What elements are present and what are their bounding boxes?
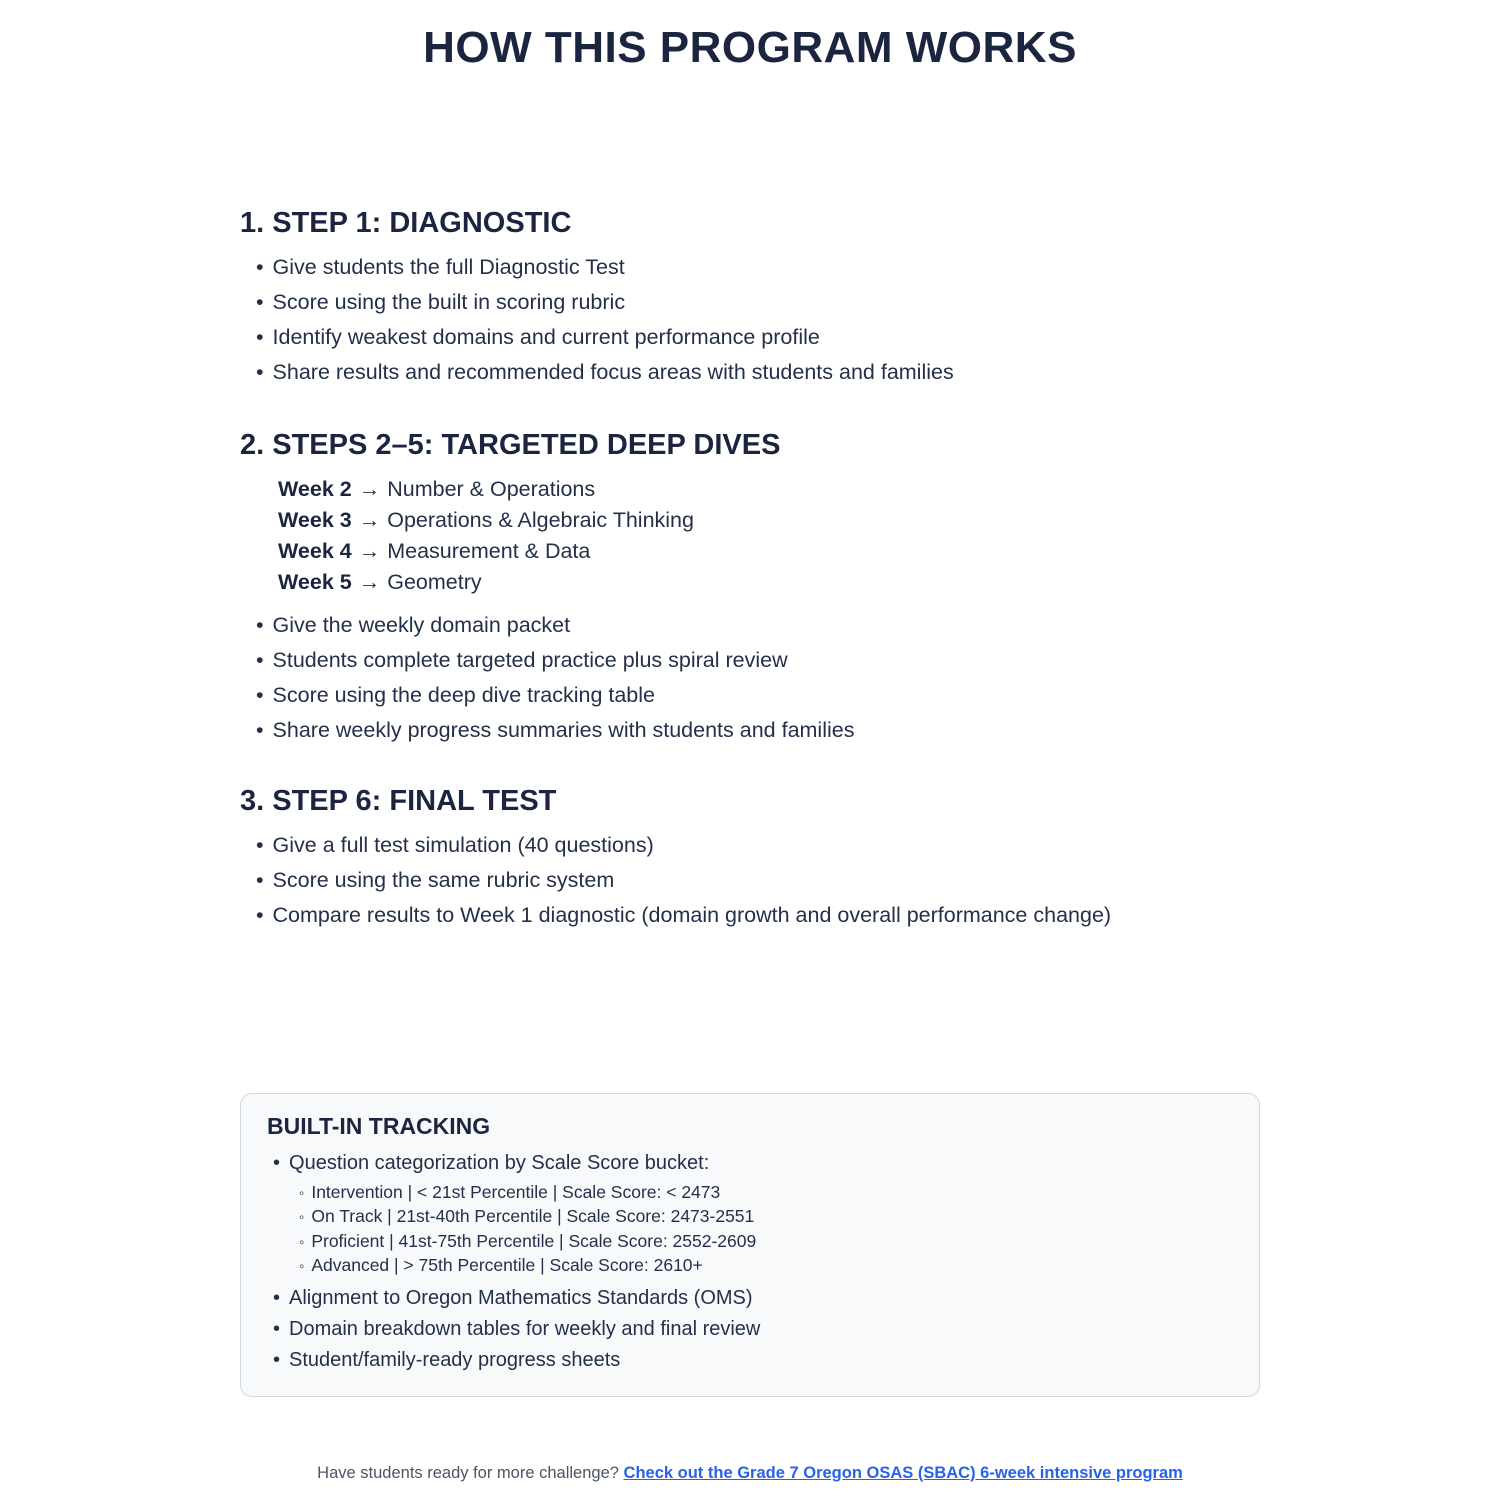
bullet-text: Score using the deep dive tracking table	[272, 682, 655, 707]
bullet-icon: •	[256, 254, 264, 279]
bullet-text: Give students the full Diagnostic Test	[272, 254, 625, 279]
list-item	[256, 828, 1260, 863]
bullet-icon: •	[256, 612, 264, 637]
list-item	[299, 1254, 1233, 1279]
scale-score-bucket-list	[273, 1181, 1233, 1279]
week-topic: Number & Operations	[387, 476, 596, 501]
list-item	[256, 608, 1260, 643]
bullet-text: Share weekly progress summaries with students and families	[272, 717, 855, 742]
list-item	[273, 1314, 1233, 1345]
bullet-icon: •	[256, 682, 264, 707]
page-title: HOW THIS PROGRAM WORKS	[423, 23, 1077, 72]
bullet-text: Domain breakdown tables for weekly and final review	[289, 1317, 761, 1340]
bullet-text: Score using the built in scoring rubric	[272, 289, 626, 314]
section-heading	[240, 784, 1260, 818]
bullet-icon: •	[256, 902, 264, 927]
week-line	[278, 567, 1260, 598]
grade-7-program-link[interactable]: Check out the Grade 7 Oregon OSAS (SBAC) 6-week intensive program	[623, 1463, 1183, 1482]
section-bullet-list	[240, 608, 1260, 748]
list-item	[273, 1345, 1233, 1376]
sub-bullet-icon: ◦	[299, 1209, 305, 1227]
list-item	[256, 678, 1260, 713]
bucket-text: Intervention | < 21st Percentile | Scale Score: < 2473	[311, 1181, 721, 1202]
list-item	[256, 643, 1260, 678]
bullet-text: Give a full test simulation (40 questions)	[272, 832, 654, 857]
list-item	[299, 1205, 1233, 1230]
section-heading	[240, 206, 1260, 240]
sub-bullet-icon: ◦	[299, 1233, 305, 1251]
bullet-text: Give the weekly domain packet	[272, 612, 571, 637]
week-topic: Geometry	[387, 569, 482, 594]
bullet-text: Question categorization by Scale Score bucket:	[289, 1151, 710, 1174]
list-item	[273, 1283, 1233, 1314]
list-item	[273, 1148, 1233, 1279]
list-item	[256, 863, 1260, 898]
bucket-text: Proficient | 41st-75th Percentile | Scale Score: 2552-2609	[311, 1230, 757, 1251]
list-item	[256, 898, 1260, 933]
bullet-icon: •	[256, 647, 264, 672]
bucket-text: Advanced | > 75th Percentile | Scale Score: 2610+	[311, 1255, 703, 1276]
section-step-1-diagnostic	[240, 206, 1260, 390]
arrow-icon: →	[358, 507, 381, 532]
bullet-icon: •	[256, 717, 264, 742]
bullet-text: Share results and recommended focus areas with students and families	[272, 359, 954, 384]
section-number: 2.	[240, 428, 265, 461]
week-topic: Measurement & Data	[387, 538, 591, 563]
week-line	[278, 536, 1260, 567]
section-title: STEPS 2–5: TARGETED DEEP DIVES	[272, 428, 781, 461]
week-label: Week 2	[278, 476, 352, 501]
footer	[0, 1461, 1500, 1485]
section-title: STEP 6: FINAL TEST	[272, 784, 557, 817]
list-item	[256, 285, 1260, 320]
week-label: Week 5	[278, 569, 352, 594]
section-steps-2-5-deep-dives	[240, 428, 1260, 748]
week-topic: Operations & Algebraic Thinking	[387, 507, 694, 532]
arrow-icon: →	[358, 476, 381, 501]
week-label: Week 4	[278, 538, 352, 563]
bullet-icon: •	[256, 289, 264, 314]
bullet-icon: •	[256, 867, 264, 892]
section-number: 1.	[240, 206, 265, 239]
list-item	[256, 250, 1260, 285]
bullet-text: Identify weakest domains and current performance profile	[272, 324, 820, 349]
bullet-icon: •	[273, 1151, 281, 1174]
week-line	[278, 505, 1260, 536]
list-item	[256, 355, 1260, 390]
week-schedule	[278, 474, 1260, 598]
bullet-icon: •	[273, 1317, 281, 1340]
arrow-icon: →	[358, 569, 381, 594]
section-title: STEP 1: DIAGNOSTIC	[272, 206, 572, 239]
section-bullet-list	[240, 828, 1260, 933]
sub-bullet-icon: ◦	[299, 1258, 305, 1276]
list-item	[299, 1181, 1233, 1206]
bullet-icon: •	[256, 359, 264, 384]
section-bullet-list	[240, 250, 1260, 390]
bullet-text: Alignment to Oregon Mathematics Standards (OMS)	[289, 1286, 753, 1309]
bullet-icon: •	[256, 324, 264, 349]
bullet-icon: •	[256, 832, 264, 857]
section-number: 3.	[240, 784, 265, 817]
bullet-text: Score using the same rubric system	[272, 867, 615, 892]
week-line	[278, 474, 1260, 505]
list-item	[256, 713, 1260, 748]
built-in-tracking-panel	[240, 1093, 1260, 1397]
bullet-text: Compare results to Week 1 diagnostic (domain growth and overall performance change)	[272, 902, 1112, 927]
section-step-6-final-test	[240, 784, 1260, 933]
sub-bullet-icon: ◦	[299, 1184, 305, 1202]
bullet-text: Students complete targeted practice plus spiral review	[272, 647, 788, 672]
list-item	[256, 320, 1260, 355]
bullet-text: Student/family-ready progress sheets	[289, 1348, 621, 1371]
bullet-icon: •	[273, 1348, 281, 1371]
arrow-icon: →	[358, 538, 381, 563]
footer-prompt-text: Have students ready for more challenge?	[317, 1463, 619, 1482]
bucket-text: On Track | 21st-40th Percentile | Scale Score: 2473-2551	[311, 1206, 755, 1227]
main-content	[0, 206, 1500, 933]
bullet-icon: •	[273, 1286, 281, 1309]
tracking-panel-title: BUILT-IN TRACKING	[267, 1112, 491, 1139]
list-item	[299, 1230, 1233, 1255]
section-heading	[240, 428, 1260, 462]
week-label: Week 3	[278, 507, 352, 532]
tracking-bullet-list	[267, 1148, 1233, 1376]
